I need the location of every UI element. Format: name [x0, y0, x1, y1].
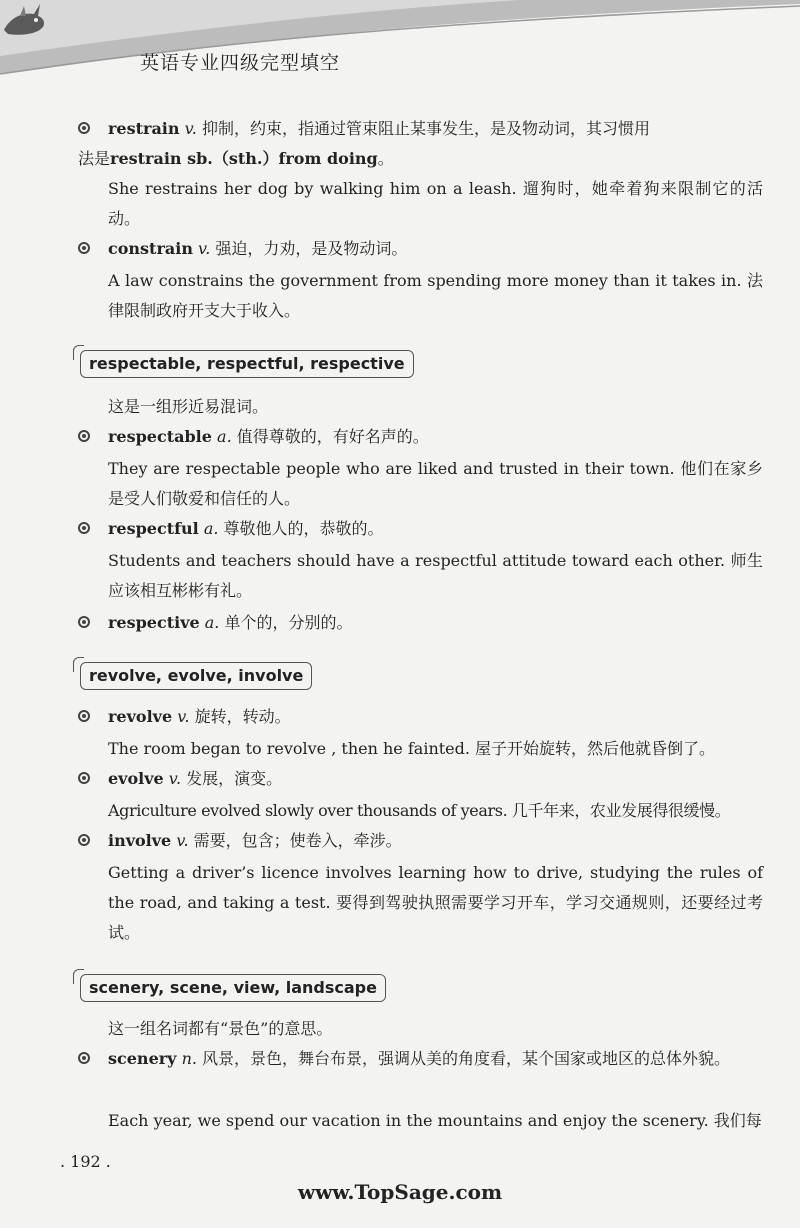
entry-revolve: [78, 702, 768, 732]
example-involve: Getting a driver’s licence involves learning how to drive, studying the rules of the road, and taking a test. 要得到驾驶执照需要学习开车，学习交通规则，还要经过考试。: [108, 863, 763, 942]
part-of-speech: v.: [184, 119, 197, 138]
entry-involve: [78, 826, 768, 856]
entry-respective: [78, 608, 768, 638]
bullet-icon: [78, 242, 90, 254]
definition: 单个的，分别的。: [224, 613, 353, 632]
definition: 风景，景色，舞台布景，强调从美的角度看，某个国家或地区的总体外貌。: [202, 1049, 731, 1068]
part-of-speech: v.: [177, 707, 190, 726]
bullet-icon: [78, 122, 90, 134]
example-respectful: Students and teachers should have a respectful attitude toward each other. 师生应该相互彬彬有礼。: [108, 551, 763, 600]
part-of-speech: n.: [181, 1049, 197, 1068]
bullet-icon: [78, 522, 90, 534]
headword: revolve: [108, 707, 173, 726]
headword: scenery: [108, 1049, 177, 1068]
section-title-scenery: scenery, scene, view, landscape: [80, 974, 386, 1002]
section-title-volve: revolve, evolve, involve: [80, 662, 312, 690]
part-of-speech: v.: [198, 239, 211, 258]
definition: 发展，演变。: [186, 769, 283, 788]
bullet-icon: [78, 430, 90, 442]
example-restrain: She restrains her dog by walking him on a leash. 遛狗时，她牵着狗来限制它的活动。: [108, 179, 763, 228]
section-intro-scenery: 这一组名词都有“景色”的意思。: [108, 1019, 333, 1038]
part-of-speech: a.: [203, 519, 219, 538]
site-url: www.TopSage.com: [297, 1180, 503, 1204]
entry-respectful: [78, 514, 768, 544]
example-revolve: The room began to revolve , then he fainted. 屋子开始旋转，然后他就昏倒了。: [108, 739, 716, 758]
example-evolve: Agriculture evolved slowly over thousands of years. 几千年来，农业发展得很缓慢。: [108, 801, 731, 820]
example-respectable: They are respectable people who are liked and trusted in their town. 他们在家乡是受人们敬爱和信任的人。: [108, 459, 763, 508]
example-scenery: Each year, we spend our vacation in the mountains and enjoy the scenery. 我们每: [108, 1111, 762, 1130]
headword: respectable: [108, 427, 212, 446]
entry-evolve: [78, 764, 768, 794]
headword: respective: [108, 613, 200, 632]
definition: 值得尊敬的，有好名声的。: [236, 427, 429, 446]
header-title: 英语专业四级完型填空: [140, 52, 341, 74]
page-number: . 192 .: [60, 1152, 111, 1171]
bullet-icon: [78, 772, 90, 784]
definition: 尊敬他人的，恭敬的。: [223, 519, 384, 538]
usage-pattern: restrain sb.（sth.）from doing: [110, 149, 378, 168]
example-constrain: A law constrains the government from spending more money than it takes in. 法律限制政府开支大于收入。: [108, 271, 763, 320]
entry-constrain: [78, 234, 768, 264]
bullet-icon: [78, 710, 90, 722]
entry-restrain-usage: 法是restrain sb.（sth.）from doing。: [78, 149, 394, 168]
entry-scenery: [78, 1044, 768, 1074]
headword: restrain: [108, 119, 180, 138]
definition: 抑制，约束，指通过管束阻止某事发生，是及物动词，其习惯用: [201, 119, 650, 138]
headword: constrain: [108, 239, 193, 258]
definition: 需要，包含；使卷入，牵涉。: [193, 831, 402, 850]
bullet-icon: [78, 834, 90, 846]
entry-respectable: [78, 422, 768, 452]
entry-restrain: [78, 114, 768, 144]
part-of-speech: a.: [204, 613, 220, 632]
headword: respectful: [108, 519, 199, 538]
headword: evolve: [108, 769, 164, 788]
section-intro-respect: 这是一组形近易混词。: [108, 397, 269, 416]
part-of-speech: a.: [217, 427, 232, 446]
bullet-icon: [78, 1052, 90, 1064]
headword: involve: [108, 831, 172, 850]
part-of-speech: v.: [176, 831, 189, 850]
definition: 旋转，转动。: [194, 707, 291, 726]
section-title-respect: respectable, respectful, respective: [80, 350, 414, 378]
bullet-icon: [78, 616, 90, 628]
definition: 强迫，力劝，是及物动词。: [215, 239, 408, 258]
part-of-speech: v.: [168, 769, 182, 788]
